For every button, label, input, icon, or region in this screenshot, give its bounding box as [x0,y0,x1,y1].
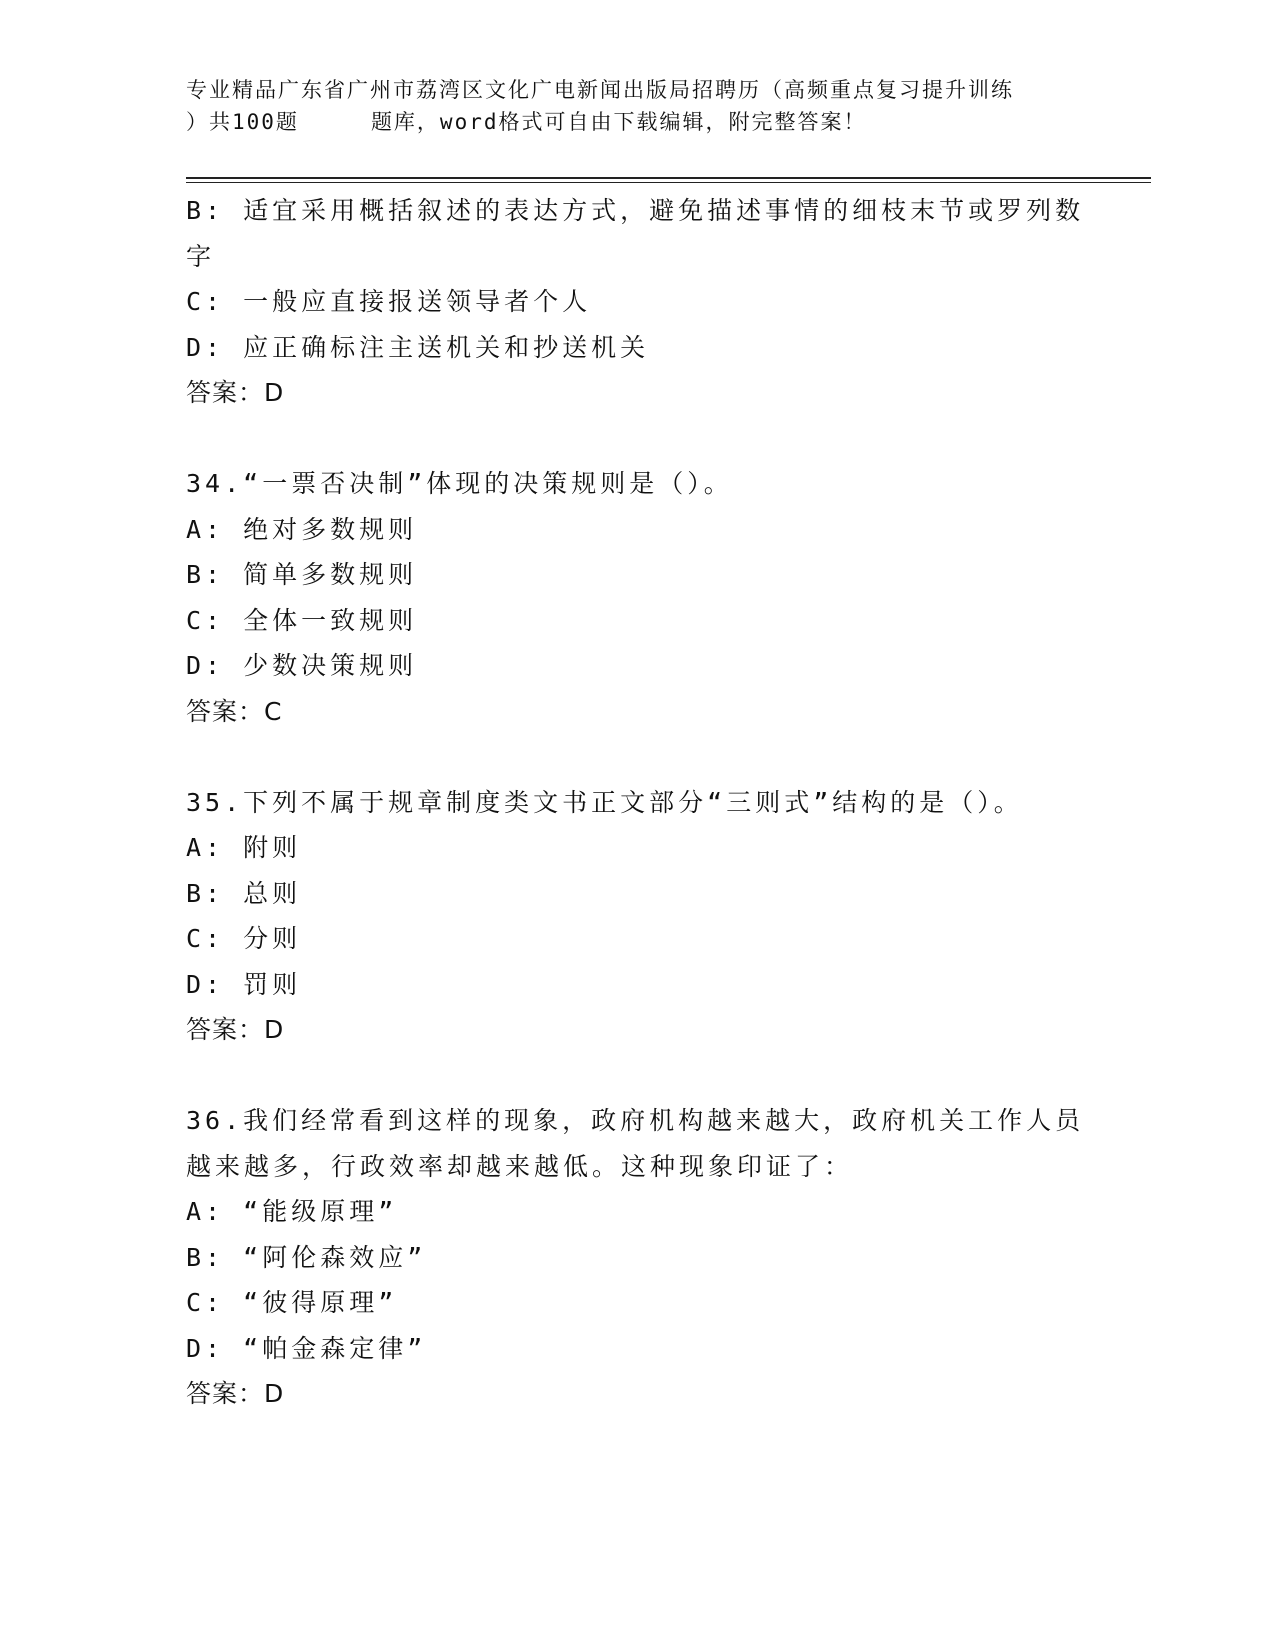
q35-question: 35.下列不属于规章制度类文书正文部分“三则式”结构的是（）。 [186,787,1023,817]
q34-question: 34.“一票否决制”体现的决策规则是（）。 [186,469,733,498]
q36-option-a: A: “能级原理” [186,1197,398,1226]
block-spacer [186,1053,1086,1099]
document-body [186,188,1086,1417]
q36-option-c: C: “彼得原理” [186,1288,398,1317]
q35-option-a: A: 附则 [186,833,302,862]
q35-option-d: D: 罚则 [186,969,302,999]
q33-option-b-line1: B: 适宜采用概括叙述的表达方式，避免描述事情的细枝末节或罗列数 [186,196,1085,225]
q34-option-d: D: 少数决策规则 [186,651,418,680]
q34-option-b: B: 简单多数规则 [186,560,418,589]
q36-question-line1: 36.我们经常看到这样的现象，政府机构越来越大，政府机关工作人员 [186,1106,1085,1135]
q33-option-c: C: 一般应直接报送领导者个人 [186,287,592,316]
q33-option-b-line2: 字 [186,241,216,271]
block-spacer [186,416,1086,462]
header-title-line1: 专业精品广东省广州市荔湾区文化广电新闻出版局招聘历（高频重点复习提升训练 [186,78,1014,102]
q36-answer: 答案：D [186,1379,285,1408]
document-header [186,74,1106,138]
header-note: 题库，word格式可自由下载编辑，附完整答案！ [370,110,867,134]
header-divider-thick [186,177,1151,179]
q36-option-b: B: “阿伦森效应” [186,1242,427,1272]
header-divider-thin [186,182,1151,183]
q34-option-a: A: 绝对多数规则 [186,514,418,544]
q35-answer: 答案：D [186,1015,285,1044]
q35-option-b: B: 总则 [186,878,302,908]
header-count: ）共100题 [186,110,299,134]
block-spacer [186,734,1086,780]
q33-option-d: D: 应正确标注主送机关和抄送机关 [186,332,650,362]
q33-answer: 答案：D [186,378,285,407]
q35-option-c: C: 分则 [186,924,302,953]
q34-answer: 答案：C [186,696,283,726]
q36-question-line2: 越来越多，行政效率却越来越低。这种现象印证了： [186,1151,854,1181]
header-title-line2 [186,106,1106,138]
q34-option-c: C: 全体一致规则 [186,605,418,635]
q36-option-d: D: “帕金森定律” [186,1333,427,1363]
